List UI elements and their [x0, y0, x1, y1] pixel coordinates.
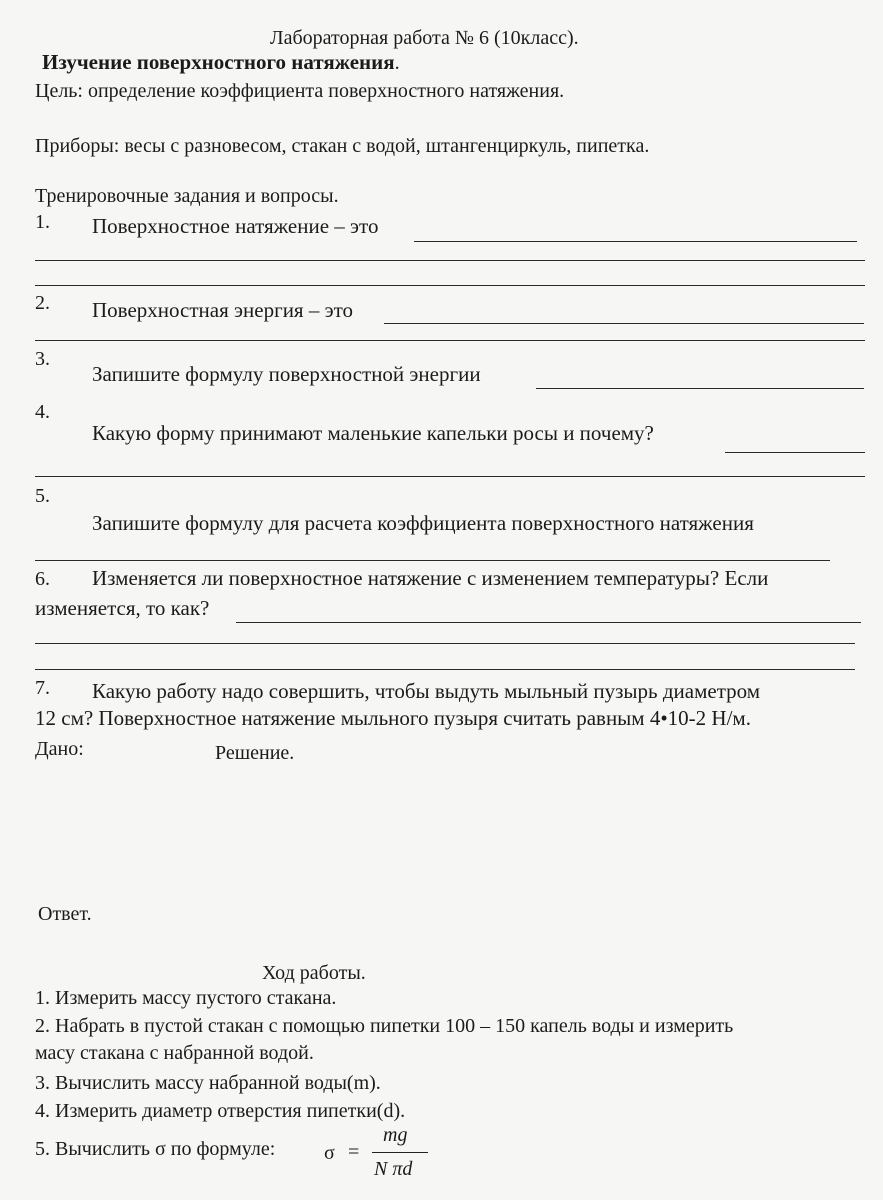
question-2-text: Поверхностная энергия – это: [92, 298, 354, 322]
question-7-number: 7.: [35, 677, 50, 699]
topic-heading: [42, 50, 400, 75]
question-2-number: 2.: [35, 292, 50, 314]
question-3-number: 3.: [35, 348, 50, 370]
question-5-number: 5.: [35, 485, 50, 507]
procedure-step: 3. Вычислить массу набранной воды(m).: [35, 1072, 381, 1094]
training-heading: Тренировочные задания и вопросы.: [35, 185, 339, 207]
procedure-step-cont: масу стакана с набранной водой.: [35, 1042, 314, 1064]
formula-sigma: σ: [324, 1142, 335, 1164]
given-label: Дано:: [35, 738, 84, 760]
answer-line: [236, 622, 861, 623]
question-3-text: Запишите формулу поверхностной энергии: [92, 362, 481, 386]
formula-denominator: N πd: [374, 1158, 413, 1180]
answer-line: [35, 560, 830, 561]
question-1-number: 1.: [35, 211, 50, 233]
answer-line: [414, 241, 857, 242]
answer-line: [35, 340, 865, 341]
answer-line: [384, 323, 864, 324]
formula-equals: =: [348, 1141, 360, 1163]
topic-dot: .: [394, 52, 400, 74]
question-1-text: Поверхностное натяжение – это: [92, 214, 379, 238]
procedure-step: 1. Измерить массу пустого стакана.: [35, 987, 337, 1009]
solution-label: Решение.: [215, 742, 295, 764]
answer-line: [35, 476, 865, 477]
procedure-heading: Ход работы.: [262, 962, 366, 984]
answer-line: [35, 260, 865, 261]
fraction-bar: [372, 1152, 428, 1153]
question-5-text: Запишите формулу для расчета коэффициента поверхностного натяжения: [92, 511, 754, 535]
question-7-text: Какую работу надо совершить, чтобы выдуть мыльный пузырь диаметром: [92, 679, 761, 703]
answer-line: [536, 388, 864, 389]
answer-label: Ответ.: [38, 903, 92, 925]
procedure-step: 5. Вычислить σ по формуле:: [35, 1138, 276, 1160]
answer-line: [35, 285, 865, 286]
goal-line: Цель: определение коэффициента поверхностного натяжения.: [35, 80, 565, 102]
formula-numerator: mg: [383, 1124, 408, 1146]
question-4-text: Какую форму принимают маленькие капельки росы и почему?: [92, 421, 654, 445]
answer-line: [725, 452, 865, 453]
topic-text: Изучение поверхностного натяжения: [42, 50, 395, 74]
answer-line: [35, 643, 855, 644]
procedure-step: 2. Набрать в пустой стакан с помощью пипетки 100 – 150 капель воды и измерить: [35, 1015, 734, 1037]
equipment-line: Приборы: весы с разновесом, стакан с водой, штангенциркуль, пипетка.: [35, 135, 650, 157]
lab-title: Лабораторная работа № 6 (10класс).: [270, 27, 579, 49]
question-7-text-cont: 12 см? Поверхностное натяжение мыльного пузыря считать равным 4•10-2 Н/м.: [35, 706, 751, 730]
answer-line: [35, 669, 855, 670]
question-6-text-cont: изменяется, то как?: [35, 596, 210, 620]
procedure-step: 4. Измерить диаметр отверстия пипетки(d).: [35, 1100, 406, 1122]
question-6-text: Изменяется ли поверхностное натяжение с изменением температуры? Если: [92, 566, 769, 590]
question-4-number: 4.: [35, 401, 50, 423]
question-6-number: 6.: [35, 568, 50, 590]
